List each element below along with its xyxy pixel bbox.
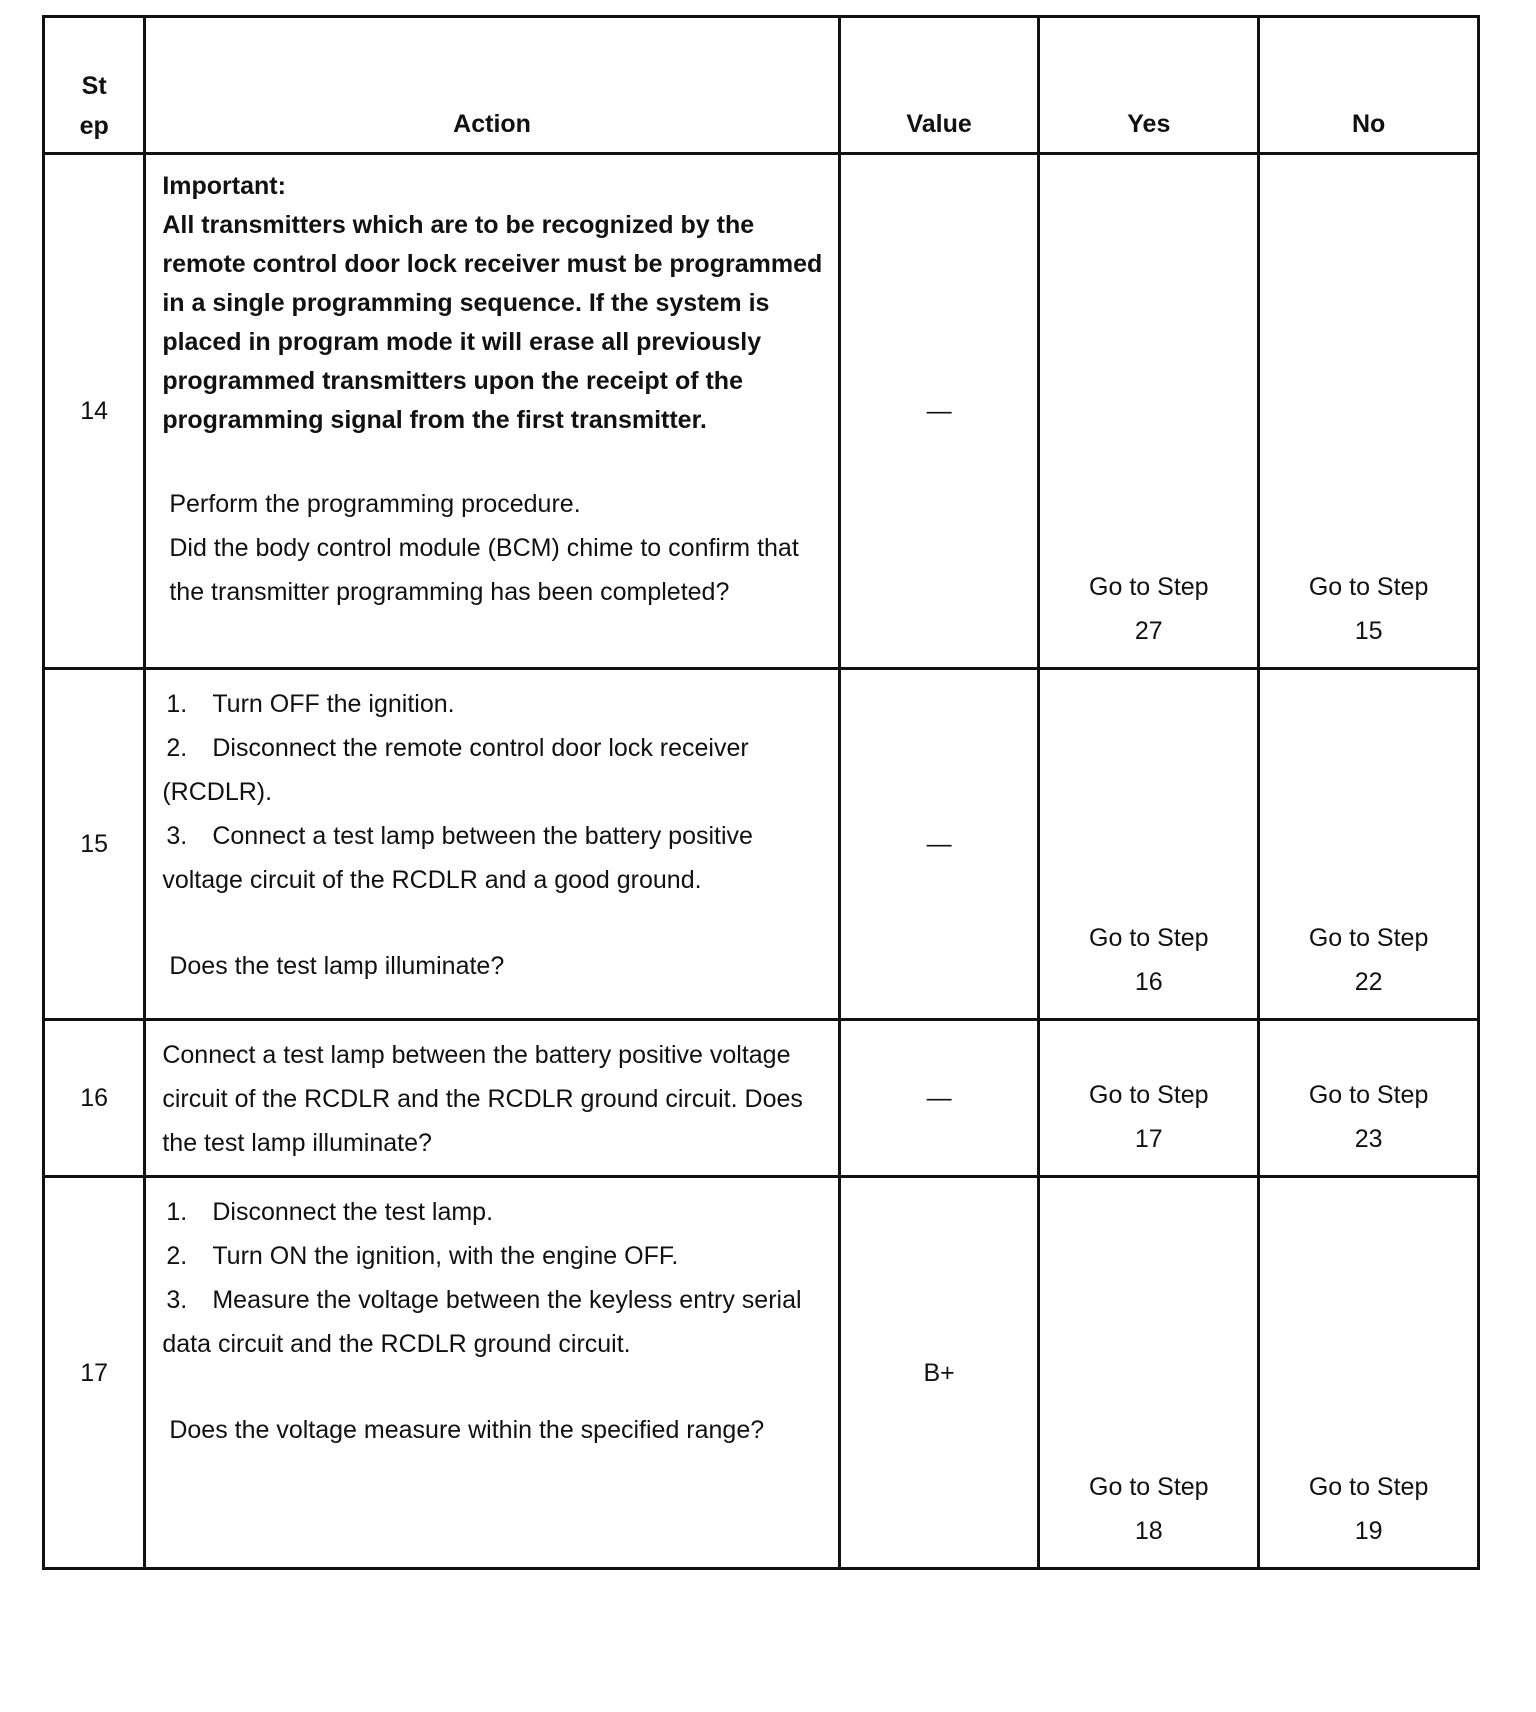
yes-step: 27 xyxy=(1134,617,1163,645)
diagnostic-table xyxy=(42,15,1480,1570)
step-number: 14 xyxy=(44,154,145,669)
yes-label: Go to Step xyxy=(1089,1081,1209,1109)
no-cell xyxy=(1259,1177,1479,1569)
action-cell xyxy=(145,1020,839,1177)
important-text: All transmitters which are to be recognized by the remote control door lock receiver must be programmed in a single programming sequence. If the system is placed in program mode it will erase all previously programmed transmitters upon the receipt of the programming signal from the first transmitter. xyxy=(162,211,823,434)
yes-cell xyxy=(1039,1020,1259,1177)
yes-step: 18 xyxy=(1134,1517,1163,1545)
yes-label: Go to Step xyxy=(1089,1473,1209,1501)
step-number: 16 xyxy=(44,1020,145,1177)
header-action: Action xyxy=(145,17,839,154)
no-label: Go to Step xyxy=(1308,1081,1429,1109)
header-no: No xyxy=(1259,17,1479,154)
list-item-number: 3. xyxy=(166,822,188,850)
list-item-text: Disconnect the test lamp. xyxy=(212,1198,494,1226)
no-label: Go to Step xyxy=(1308,1473,1429,1501)
header-yes: Yes xyxy=(1039,17,1259,154)
table-row-step-17 xyxy=(44,1177,1479,1569)
yes-step: 16 xyxy=(1134,968,1163,996)
header-step-line1: St xyxy=(81,72,107,100)
value-cell: B+ xyxy=(839,1177,1039,1569)
list-item-text: Turn OFF the ignition. xyxy=(212,690,455,718)
no-step: 22 xyxy=(1354,968,1383,996)
list-item xyxy=(162,1234,831,1278)
list-item xyxy=(162,726,831,814)
question-text: Does the voltage measure within the specified range? xyxy=(169,1416,765,1444)
no-cell xyxy=(1259,669,1479,1020)
instruction-text: Perform the programming procedure. xyxy=(169,490,581,518)
action-text: Connect a test lamp between the battery positive voltage circuit of the RCDLR and the RCDLR ground circuit. Does the test lamp illuminate? xyxy=(162,1041,803,1157)
no-label: Go to Step xyxy=(1308,924,1429,952)
list-item xyxy=(162,1278,831,1366)
no-step: 15 xyxy=(1354,617,1383,645)
action-cell xyxy=(145,669,839,1020)
step-number: 17 xyxy=(44,1177,145,1569)
list-item-number: 2. xyxy=(166,734,188,762)
yes-label: Go to Step xyxy=(1089,924,1209,952)
no-cell xyxy=(1259,1020,1479,1177)
step-number: 15 xyxy=(44,669,145,1020)
value-cell: — xyxy=(839,154,1039,669)
list-item xyxy=(162,682,831,726)
action-cell xyxy=(145,154,839,669)
yes-cell xyxy=(1039,1177,1259,1569)
important-label: Important: xyxy=(162,172,286,200)
list-item-number: 3. xyxy=(166,1286,188,1314)
value-cell: — xyxy=(839,1020,1039,1177)
header-value: Value xyxy=(839,17,1039,154)
header-step-line2: ep xyxy=(79,112,109,140)
yes-label: Go to Step xyxy=(1089,573,1209,601)
list-item-text: Connect a test lamp between the battery positive voltage circuit of the RCDLR and a good ground. xyxy=(162,822,753,894)
no-step: 23 xyxy=(1354,1125,1383,1153)
yes-step: 17 xyxy=(1134,1125,1163,1153)
no-label: Go to Step xyxy=(1308,573,1429,601)
list-item xyxy=(162,1190,831,1234)
yes-cell xyxy=(1039,669,1259,1020)
no-cell xyxy=(1259,154,1479,669)
header-step xyxy=(44,17,145,154)
table-row-step-16 xyxy=(44,1020,1479,1177)
yes-cell xyxy=(1039,154,1259,669)
list-item-text: Turn ON the ignition, with the engine OFF. xyxy=(212,1242,679,1270)
list-item xyxy=(162,814,831,902)
value-cell: — xyxy=(839,669,1039,1020)
list-item-number: 1. xyxy=(166,690,188,718)
list-item-number: 1. xyxy=(166,1198,188,1226)
table-row-step-14 xyxy=(44,154,1479,669)
question-text: Did the body control module (BCM) chime to confirm that the transmitter programming has been completed? xyxy=(169,534,799,606)
header-row xyxy=(44,17,1479,154)
list-item-text: Measure the voltage between the keyless entry serial data circuit and the RCDLR ground circuit. xyxy=(162,1286,802,1358)
list-item-number: 2. xyxy=(166,1242,188,1270)
question-text: Does the test lamp illuminate? xyxy=(169,952,505,980)
no-step: 19 xyxy=(1354,1517,1383,1545)
list-item-text: Disconnect the remote control door lock receiver (RCDLR). xyxy=(162,734,749,806)
table-row-step-15 xyxy=(44,669,1479,1020)
action-cell xyxy=(145,1177,839,1569)
